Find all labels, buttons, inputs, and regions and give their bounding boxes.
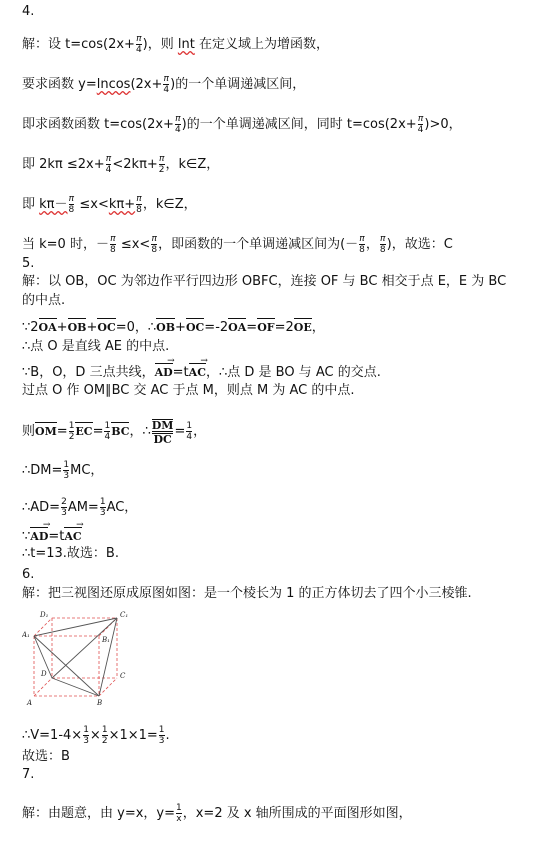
q6-line-2: ∴V=1-4× $\frac{1}{3}$ × $\frac{1}{2}$ ×1×1= $\frac{1}{3}$ .: [22, 725, 170, 746]
vertex-label-a: A: [27, 699, 33, 706]
q5-line-2: 的中点.: [22, 293, 66, 308]
q5-line-10: ∵AD →=tAC →: [22, 526, 82, 545]
vertex-label-a1: A₁: [22, 631, 30, 639]
vertex-label-c1: C₁: [120, 611, 129, 619]
q5-number: 5.: [22, 256, 35, 271]
vertex-label-b: B: [97, 699, 103, 706]
tetrahedron-edges: [34, 618, 117, 696]
q5-line-4: ∴点 O 是直线 AE 的中点.: [22, 339, 170, 354]
vertex-label-c: C: [120, 672, 126, 680]
q6-line-1: 解：把三视图还原成原图如图：是一个棱长为 1 的正方体切去了四个小三棱锥.: [22, 586, 472, 601]
q5-line-6: 过点 O 作 OM∥BC 交 AC 于点 M，则点 M 为 AC 的中点.: [22, 383, 355, 398]
q5-line-8: ∴DM= $\frac{1}{3}$ MC，: [22, 460, 104, 481]
q4-line-6: 当 k=0 时，－ $\frac{\pi}{8}$ ≤x< $\frac{\pi}{8}$ ，即函数的一个单调递减区间为(－ $\frac{\pi}{8}$ ， $\frac{\pi}{8}$ )，故选：C: [22, 234, 453, 255]
q4-line-1: 解：设 t=cos(2x+ $\frac{\pi}{4}$ )，则 lnt 在定义域上为增函数，: [22, 34, 329, 55]
q5-line-7: 则OM= $\frac{1}{2}$ EC= $\frac{1}{4}$ BC，∴ $\frac{DM}{DC}$ = $\frac{1}{4}$ ，: [22, 419, 207, 446]
q4-line-4: 即 2kπ ≤2x+ $\frac{\pi}{4}$ <2kπ+ $\frac{\pi}{2}$ ，k∈Z，: [22, 154, 220, 175]
vertex-label-d: D: [41, 670, 47, 678]
q5-line-5: ∵B，O，D 三点共线，AD →=tAC →，∴点 D 是 BO 与 AC 的交点.: [22, 362, 381, 381]
q5-line-11: ∴t=13.故选：B.: [22, 546, 119, 561]
q4-line-2: 要求函数 y=lncos(2x+ $\frac{\pi}{4}$ )的一个单调递减区间，: [22, 74, 306, 95]
q7-line-1: 解：由题意，由 y=x，y= $\frac{1}{x}$ ，x=2 及 x 轴所围成的平面图形如图，: [22, 803, 412, 824]
q4-line-3: 即求函数函数 t=cos(2x+ $\frac{\pi}{4}$ )的一个单调递减区间，同时 t=cos(2x+ $\frac{\pi}{4}$ )>0，: [22, 114, 462, 135]
vertex-label-b1: B₁: [102, 636, 110, 644]
q5-line-3: ∵2OA+OB+OC=0，∴OB+OC=-2OA=OF=2OE，: [22, 317, 325, 336]
q6-line-3: 故选：B: [22, 749, 70, 764]
cube-figure: [22, 610, 134, 706]
q4-number: 4.: [22, 4, 35, 19]
q5-line-9: ∴AD= $\frac{2}{3}$ AM= $\frac{1}{3}$ AC，: [22, 497, 138, 518]
q6-number: 6.: [22, 567, 35, 582]
vertex-label-d1: D₁: [40, 611, 49, 619]
q5-line-1: 解：以 OB，OC 为邻边作平行四边形 OBFC，连接 OF 与 BC 相交于点 E，E 为 BC: [22, 274, 507, 289]
q4-line-5: 即 kπ－ $\frac{\pi}{8}$ ≤x<kπ+ $\frac{\pi}{8}$ ，k∈Z，: [22, 194, 197, 215]
q7-number: 7.: [22, 767, 35, 782]
